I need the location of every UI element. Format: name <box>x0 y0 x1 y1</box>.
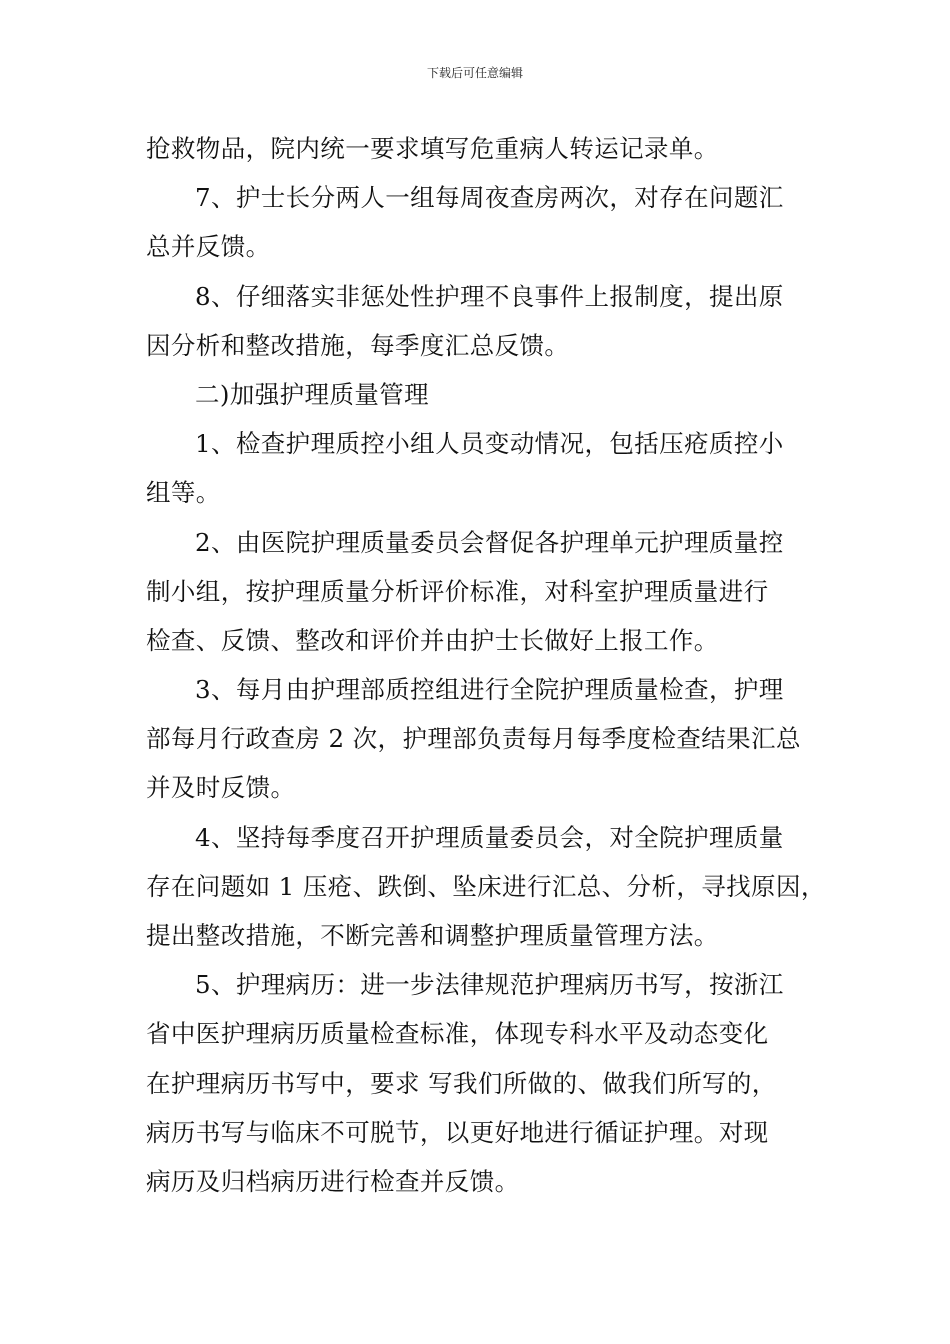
text-line: 4、坚持每季度召开护理质量委员会，对全院护理质量 <box>195 822 784 852</box>
text-line: 制小组，按护理质量分析评价标准，对科室护理质量进行 <box>146 576 769 606</box>
section-heading: 二)加强护理质量管理 <box>195 379 430 409</box>
text-line: 8、仔细落实非惩处性护理不良事件上报制度，提出原 <box>195 281 784 311</box>
text-line: 病历及归档病历进行检查并反馈。 <box>146 1166 520 1196</box>
text-line: 病历书写与临床不可脱节，以更好地进行循证护理。对现 <box>146 1117 769 1147</box>
text-line: 总并反馈。 <box>146 232 271 262</box>
text-line: 7、护士长分两人一组每周夜查房两次，对存在问题汇 <box>195 183 784 213</box>
text-line: 检查、反馈、整改和评价并由护士长做好上报工作。 <box>146 625 719 655</box>
text-line: 1、检查护理质控小组人员变动情况，包括压疮质控小 <box>195 429 784 459</box>
text-line: 提出整改措施，不断完善和调整护理质量管理方法。 <box>146 921 719 950</box>
text-line: 3、每月由护理部质控组进行全院护理质量检查，护理 <box>195 675 784 705</box>
text-line: 在护理病历书写中，要求 写我们所做的、做我们所写的， <box>146 1068 777 1098</box>
text-line: 5、护理病历：进一步法律规范护理病历书写，按浙江 <box>195 970 784 1000</box>
document-body <box>146 124 826 1206</box>
text-line: 因分析和整改措施，每季度汇总反馈。 <box>146 330 570 360</box>
text-line: 部每月行政查房 2 次，护理部负责每月每季度检查结果汇总 <box>146 724 801 754</box>
text-line: 2、由医院护理质量委员会督促各护理单元护理质量控 <box>195 527 784 557</box>
text-line: 组等。 <box>146 478 221 508</box>
text-line: 并及时反馈。 <box>146 773 296 803</box>
text-line: 抢救物品，院内统一要求填写危重病人转运记录单。 <box>146 134 719 163</box>
text-line: 省中医护理病历质量检查标准，体现专科水平及动态变化 <box>146 1019 769 1049</box>
text-line: 存在问题如 1 压疮、跌倒、坠床进行汇总、分析，寻找原因， <box>146 871 826 901</box>
page-header: 下载后可任意编辑 <box>426 66 523 80</box>
